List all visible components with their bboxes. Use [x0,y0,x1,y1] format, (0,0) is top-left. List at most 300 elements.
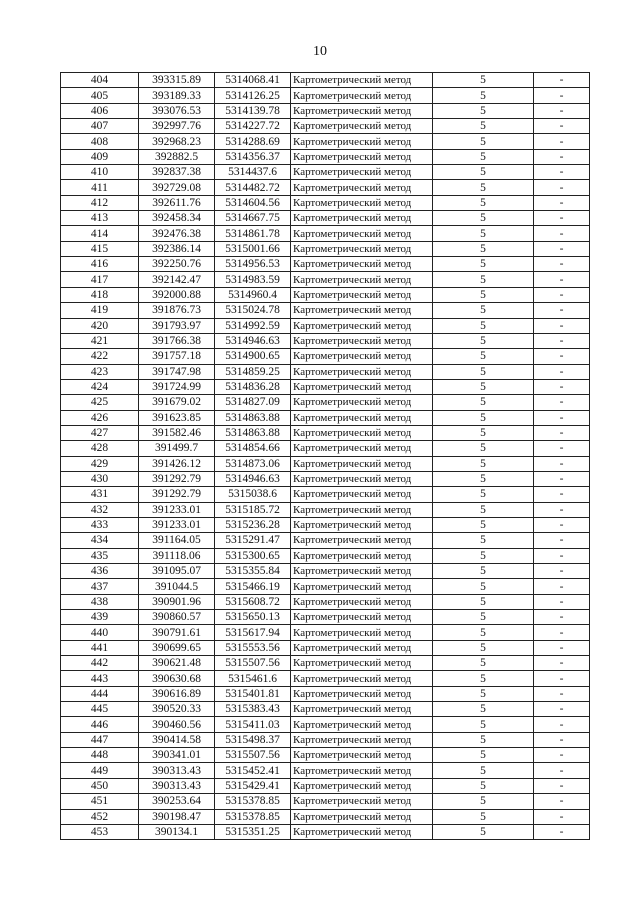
point-number-cell: 432 [61,502,139,517]
note-cell: - [534,119,590,134]
method-cell: Картометрический метод [291,778,433,793]
accuracy-cell: 5 [433,165,534,180]
point-number-cell: 437 [61,579,139,594]
table-row [61,594,590,609]
point-number-cell: 445 [61,702,139,717]
y-coordinate-cell: 5314827.09 [215,395,291,410]
x-coordinate-cell: 392968.23 [139,134,215,149]
note-cell: - [534,165,590,180]
table-row [61,73,590,88]
note-cell: - [534,533,590,548]
y-coordinate-cell: 5314863.88 [215,425,291,440]
x-coordinate-cell: 392882.5 [139,149,215,164]
y-coordinate-cell: 5314604.56 [215,195,291,210]
accuracy-cell: 5 [433,487,534,502]
note-cell: - [534,73,590,88]
table-row [61,195,590,210]
note-cell: - [534,349,590,364]
x-coordinate-cell: 390460.56 [139,717,215,732]
accuracy-cell: 5 [433,732,534,747]
note-cell: - [534,778,590,793]
y-coordinate-cell: 5314068.41 [215,73,291,88]
note-cell: - [534,364,590,379]
accuracy-cell: 5 [433,272,534,287]
x-coordinate-cell: 390414.58 [139,732,215,747]
point-number-cell: 444 [61,686,139,701]
point-number-cell: 407 [61,119,139,134]
method-cell: Картометрический метод [291,671,433,686]
y-coordinate-cell: 5315553.56 [215,640,291,655]
x-coordinate-cell: 391623.85 [139,410,215,425]
accuracy-cell: 5 [433,88,534,103]
table-row [61,717,590,732]
accuracy-cell: 5 [433,318,534,333]
y-coordinate-cell: 5315461.6 [215,671,291,686]
y-coordinate-cell: 5314667.75 [215,211,291,226]
accuracy-cell: 5 [433,686,534,701]
method-cell: Картометрический метод [291,517,433,532]
method-cell: Картометрический метод [291,533,433,548]
accuracy-cell: 5 [433,379,534,394]
table-row [61,318,590,333]
y-coordinate-cell: 5314356.37 [215,149,291,164]
point-number-cell: 406 [61,103,139,118]
note-cell: - [534,410,590,425]
table-row [61,379,590,394]
y-coordinate-cell: 5314960.4 [215,287,291,302]
note-cell: - [534,579,590,594]
table-row [61,778,590,793]
note-cell: - [534,763,590,778]
note-cell: - [534,333,590,348]
y-coordinate-cell: 5314946.63 [215,471,291,486]
note-cell: - [534,471,590,486]
note-cell: - [534,732,590,747]
table-row [61,119,590,134]
accuracy-cell: 5 [433,502,534,517]
note-cell: - [534,564,590,579]
note-cell: - [534,379,590,394]
x-coordinate-cell: 391876.73 [139,303,215,318]
table-row [61,88,590,103]
table-row [61,364,590,379]
y-coordinate-cell: 5315617.94 [215,625,291,640]
x-coordinate-cell: 392142.47 [139,272,215,287]
method-cell: Картометрический метод [291,640,433,655]
y-coordinate-cell: 5315608.72 [215,594,291,609]
method-cell: Картометрический метод [291,149,433,164]
note-cell: - [534,517,590,532]
y-coordinate-cell: 5314861.78 [215,226,291,241]
note-cell: - [534,195,590,210]
method-cell: Картометрический метод [291,364,433,379]
y-coordinate-cell: 5315378.85 [215,809,291,824]
point-number-cell: 447 [61,732,139,747]
table-row [61,533,590,548]
note-cell: - [534,425,590,440]
point-number-cell: 431 [61,487,139,502]
point-number-cell: 450 [61,778,139,793]
table-row [61,656,590,671]
point-number-cell: 412 [61,195,139,210]
point-number-cell: 411 [61,180,139,195]
x-coordinate-cell: 392458.34 [139,211,215,226]
y-coordinate-cell: 5315236.28 [215,517,291,532]
y-coordinate-cell: 5314836.28 [215,379,291,394]
table-row [61,625,590,640]
x-coordinate-cell: 390901.96 [139,594,215,609]
x-coordinate-cell: 391292.79 [139,487,215,502]
method-cell: Картометрический метод [291,686,433,701]
method-cell: Картометрический метод [291,103,433,118]
accuracy-cell: 5 [433,824,534,839]
note-cell: - [534,303,590,318]
accuracy-cell: 5 [433,180,534,195]
y-coordinate-cell: 5315650.13 [215,610,291,625]
table-row [61,395,590,410]
accuracy-cell: 5 [433,702,534,717]
x-coordinate-cell: 391095.07 [139,564,215,579]
note-cell: - [534,287,590,302]
point-number-cell: 414 [61,226,139,241]
table-row [61,349,590,364]
note-cell: - [534,103,590,118]
y-coordinate-cell: 5314126.25 [215,88,291,103]
table-row [61,303,590,318]
method-cell: Картометрический метод [291,226,433,241]
x-coordinate-cell: 391164.05 [139,533,215,548]
method-cell: Картометрический метод [291,809,433,824]
note-cell: - [534,625,590,640]
method-cell: Картометрический метод [291,656,433,671]
method-cell: Картометрический метод [291,441,433,456]
table-row [61,333,590,348]
x-coordinate-cell: 392837.38 [139,165,215,180]
x-coordinate-cell: 391499.7 [139,441,215,456]
point-number-cell: 428 [61,441,139,456]
method-cell: Картометрический метод [291,748,433,763]
method-cell: Картометрический метод [291,349,433,364]
accuracy-cell: 5 [433,134,534,149]
method-cell: Картометрический метод [291,579,433,594]
method-cell: Картометрический метод [291,180,433,195]
y-coordinate-cell: 5315507.56 [215,656,291,671]
accuracy-cell: 5 [433,349,534,364]
x-coordinate-cell: 392476.38 [139,226,215,241]
table-row [61,410,590,425]
x-coordinate-cell: 390616.89 [139,686,215,701]
y-coordinate-cell: 5315355.84 [215,564,291,579]
note-cell: - [534,395,590,410]
table-row [61,579,590,594]
x-coordinate-cell: 391766.38 [139,333,215,348]
accuracy-cell: 5 [433,471,534,486]
x-coordinate-cell: 392611.76 [139,195,215,210]
method-cell: Картометрический метод [291,717,433,732]
point-number-cell: 449 [61,763,139,778]
point-number-cell: 435 [61,548,139,563]
point-number-cell: 438 [61,594,139,609]
y-coordinate-cell: 5314437.6 [215,165,291,180]
accuracy-cell: 5 [433,103,534,118]
x-coordinate-cell: 391292.79 [139,471,215,486]
point-number-cell: 436 [61,564,139,579]
point-number-cell: 409 [61,149,139,164]
method-cell: Картометрический метод [291,732,433,747]
point-number-cell: 443 [61,671,139,686]
accuracy-cell: 5 [433,717,534,732]
accuracy-cell: 5 [433,579,534,594]
method-cell: Картометрический метод [291,502,433,517]
y-coordinate-cell: 5315351.25 [215,824,291,839]
y-coordinate-cell: 5315001.66 [215,241,291,256]
point-number-cell: 404 [61,73,139,88]
x-coordinate-cell: 390621.48 [139,656,215,671]
x-coordinate-cell: 390699.65 [139,640,215,655]
accuracy-cell: 5 [433,303,534,318]
point-number-cell: 430 [61,471,139,486]
x-coordinate-cell: 391724.99 [139,379,215,394]
x-coordinate-cell: 391426.12 [139,456,215,471]
x-coordinate-cell: 392000.88 [139,287,215,302]
x-coordinate-cell: 392386.14 [139,241,215,256]
method-cell: Картометрический метод [291,763,433,778]
method-cell: Картометрический метод [291,119,433,134]
y-coordinate-cell: 5315401.81 [215,686,291,701]
x-coordinate-cell: 391747.98 [139,364,215,379]
note-cell: - [534,226,590,241]
y-coordinate-cell: 5315378.85 [215,794,291,809]
note-cell: - [534,702,590,717]
method-cell: Картометрический метод [291,610,433,625]
x-coordinate-cell: 392250.76 [139,257,215,272]
point-number-cell: 448 [61,748,139,763]
accuracy-cell: 5 [433,548,534,563]
y-coordinate-cell: 5314900.65 [215,349,291,364]
table-row [61,180,590,195]
point-number-cell: 426 [61,410,139,425]
accuracy-cell: 5 [433,564,534,579]
point-number-cell: 439 [61,610,139,625]
table-row [61,165,590,180]
x-coordinate-cell: 391757.18 [139,349,215,364]
accuracy-cell: 5 [433,640,534,655]
method-cell: Картометрический метод [291,134,433,149]
table-row [61,702,590,717]
method-cell: Картометрический метод [291,425,433,440]
y-coordinate-cell: 5314227.72 [215,119,291,134]
y-coordinate-cell: 5314863.88 [215,410,291,425]
table-row [61,564,590,579]
note-cell: - [534,456,590,471]
point-number-cell: 408 [61,134,139,149]
table-row [61,671,590,686]
x-coordinate-cell: 390313.43 [139,763,215,778]
point-number-cell: 420 [61,318,139,333]
note-cell: - [534,88,590,103]
y-coordinate-cell: 5315185.72 [215,502,291,517]
table-row [61,763,590,778]
note-cell: - [534,149,590,164]
table-body [61,73,590,840]
table-row [61,487,590,502]
note-cell: - [534,824,590,839]
y-coordinate-cell: 5315300.65 [215,548,291,563]
table-row [61,287,590,302]
note-cell: - [534,211,590,226]
note-cell: - [534,717,590,732]
method-cell: Картометрический метод [291,471,433,486]
x-coordinate-cell: 390341.01 [139,748,215,763]
table-row [61,610,590,625]
accuracy-cell: 5 [433,287,534,302]
point-number-cell: 429 [61,456,139,471]
y-coordinate-cell: 5315383.43 [215,702,291,717]
accuracy-cell: 5 [433,610,534,625]
note-cell: - [534,441,590,456]
accuracy-cell: 5 [433,241,534,256]
note-cell: - [534,809,590,824]
note-cell: - [534,748,590,763]
point-number-cell: 410 [61,165,139,180]
y-coordinate-cell: 5315024.78 [215,303,291,318]
table-row [61,441,590,456]
table-row [61,134,590,149]
table-row [61,425,590,440]
table-row [61,103,590,118]
x-coordinate-cell: 391582.46 [139,425,215,440]
table-row [61,548,590,563]
point-number-cell: 418 [61,287,139,302]
coordinates-table [60,72,590,840]
accuracy-cell: 5 [433,73,534,88]
table-row [61,809,590,824]
method-cell: Картометрический метод [291,272,433,287]
note-cell: - [534,134,590,149]
table-row [61,272,590,287]
point-number-cell: 416 [61,257,139,272]
accuracy-cell: 5 [433,410,534,425]
y-coordinate-cell: 5314482.72 [215,180,291,195]
point-number-cell: 405 [61,88,139,103]
note-cell: - [534,180,590,195]
point-number-cell: 424 [61,379,139,394]
y-coordinate-cell: 5314854.66 [215,441,291,456]
method-cell: Картометрический метод [291,241,433,256]
method-cell: Картометрический метод [291,594,433,609]
method-cell: Картометрический метод [291,395,433,410]
accuracy-cell: 5 [433,517,534,532]
point-number-cell: 415 [61,241,139,256]
method-cell: Картометрический метод [291,257,433,272]
x-coordinate-cell: 391233.01 [139,517,215,532]
method-cell: Картометрический метод [291,456,433,471]
accuracy-cell: 5 [433,226,534,241]
note-cell: - [534,640,590,655]
accuracy-cell: 5 [433,425,534,440]
point-number-cell: 421 [61,333,139,348]
x-coordinate-cell: 390198.47 [139,809,215,824]
point-number-cell: 442 [61,656,139,671]
x-coordinate-cell: 391793.97 [139,318,215,333]
method-cell: Картометрический метод [291,303,433,318]
method-cell: Картометрический метод [291,73,433,88]
y-coordinate-cell: 5314139.78 [215,103,291,118]
y-coordinate-cell: 5314956.53 [215,257,291,272]
method-cell: Картометрический метод [291,410,433,425]
method-cell: Картометрический метод [291,287,433,302]
table-row [61,824,590,839]
x-coordinate-cell: 393315.89 [139,73,215,88]
note-cell: - [534,686,590,701]
accuracy-cell: 5 [433,533,534,548]
method-cell: Картометрический метод [291,211,433,226]
accuracy-cell: 5 [433,119,534,134]
point-number-cell: 425 [61,395,139,410]
table-row [61,456,590,471]
table-row [61,149,590,164]
point-number-cell: 446 [61,717,139,732]
x-coordinate-cell: 390860.57 [139,610,215,625]
table-row [61,241,590,256]
accuracy-cell: 5 [433,748,534,763]
table-row [61,732,590,747]
point-number-cell: 427 [61,425,139,440]
accuracy-cell: 5 [433,656,534,671]
accuracy-cell: 5 [433,809,534,824]
y-coordinate-cell: 5315452.41 [215,763,291,778]
point-number-cell: 417 [61,272,139,287]
y-coordinate-cell: 5315291.47 [215,533,291,548]
method-cell: Картометрический метод [291,702,433,717]
y-coordinate-cell: 5315466.19 [215,579,291,594]
method-cell: Картометрический метод [291,333,433,348]
y-coordinate-cell: 5314946.63 [215,333,291,348]
x-coordinate-cell: 392997.76 [139,119,215,134]
accuracy-cell: 5 [433,778,534,793]
y-coordinate-cell: 5314288.69 [215,134,291,149]
y-coordinate-cell: 5315507.56 [215,748,291,763]
x-coordinate-cell: 391679.02 [139,395,215,410]
point-number-cell: 453 [61,824,139,839]
point-number-cell: 434 [61,533,139,548]
note-cell: - [534,318,590,333]
method-cell: Картометрический метод [291,379,433,394]
point-number-cell: 433 [61,517,139,532]
table-row [61,226,590,241]
table-row [61,794,590,809]
note-cell: - [534,656,590,671]
y-coordinate-cell: 5315038.6 [215,487,291,502]
method-cell: Картометрический метод [291,318,433,333]
note-cell: - [534,502,590,517]
x-coordinate-cell: 391044.5 [139,579,215,594]
point-number-cell: 451 [61,794,139,809]
note-cell: - [534,594,590,609]
page-number: 10 [313,44,327,59]
x-coordinate-cell: 391233.01 [139,502,215,517]
x-coordinate-cell: 390134.1 [139,824,215,839]
x-coordinate-cell: 393076.53 [139,103,215,118]
accuracy-cell: 5 [433,456,534,471]
note-cell: - [534,794,590,809]
table-row [61,502,590,517]
x-coordinate-cell: 393189.33 [139,88,215,103]
point-number-cell: 423 [61,364,139,379]
accuracy-cell: 5 [433,441,534,456]
method-cell: Картометрический метод [291,165,433,180]
note-cell: - [534,548,590,563]
